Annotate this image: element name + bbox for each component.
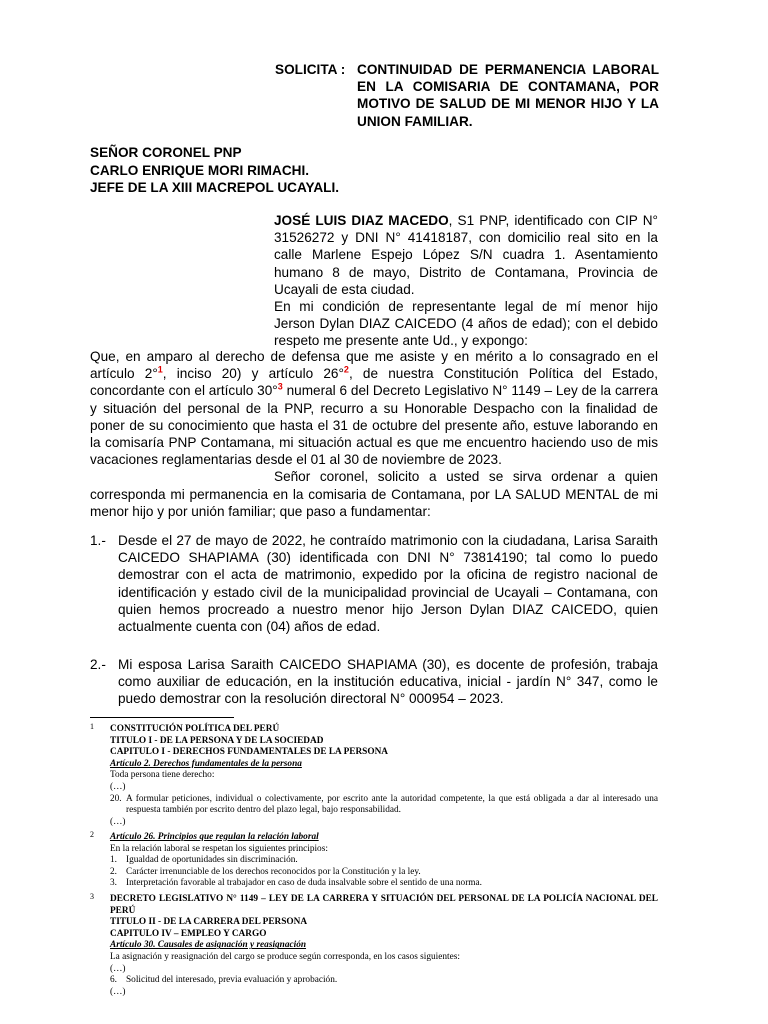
footnote-mark: 1 [90, 722, 94, 731]
body-paragraph-1: Que, en amparo al derecho de defensa que me asiste y en mérito a lo consagrado en el artículo 2°$^1$, inciso 20) y artículo 26°$^2$, de nuestra Constitución Política del Estado, concordante con el artículo 30°$^3$ numeral 6 del Decreto Legislativo N° 1149 – Ley de la carrera y situación del personal de la PNP, recurro a su Honorable Despacho con la finalidad de poner de su conocimiento que hasta el 31 de octubre del presente año, estuve laborando en la comisaría PNP Contamana, mi situación actual es que me encuentro haciendo uso de mis vacaciones reglamentarias desde el 01 al 30 de noviembre de 2023. [90, 349, 659, 468]
footnote-mark: 3 [90, 892, 94, 901]
footnote-ref-1[interactable]: 1 [157, 364, 163, 375]
list-item [90, 656, 658, 708]
intro-paragraph-2: En mi condición de representante legal de mí menor hijo Jerson Dylan DIAZ CAICEDO (4 años de edad); con el debido respeto me presente ante Ud., y expongo: [274, 299, 658, 349]
footnote-2: 2 Artículo 26. Principios que regulan la relación laboral En la relación laboral se respetan los siguientes principios: 1. Igualdad de oportunidades sin discriminación. 2. Carácter irrenunciable de los derechos reconocidos por la Constitución y la ley. 3. Interpretación favorable al trabajador en caso de duda insalvable sobre el sentido de una norma. [90, 832, 658, 890]
footnote-ref-3[interactable]: 3 [277, 381, 283, 392]
body-paragraph-2: Señor coronel, solicito a usted se sirva ordenar a quien corresponda mi permanencia en la comisaria de Contamana, por LA SALUD MENTAL de mi menor hijo y por unión familiar; que paso a fundamentar: [90, 469, 658, 519]
list-item-number: 1.- [90, 533, 106, 548]
solicita-subject: CONTINUIDAD DE PERMANENCIA LABORAL EN LA COMISARIA DE CONTAMANA, POR MOTIVO DE SALUD DE MI MENOR HIJO Y LA UNION FAMILIAR. [357, 62, 659, 129]
footnote-3: 3 DECRETO LEGISLATIVO N° 1149 – LEY DE LA CARRERA Y SITUACIÓN DEL PERSONAL DE LA POLICÍA NACIONAL DEL PERÚ TITULO II - DE LA CARRERA DEL PERSONA CAPITULO IV – EMPLEO Y CARGO Artículo 30. Causales de asignación y reasignación La asignación y reasignación del cargo se produce según corresponda, en los casos siguientes: (…) 6. Solicitud del interesado, previa evaluación y aprobación. (…) [90, 892, 658, 997]
sender-name: JOSÉ LUIS DIAZ MACEDO [274, 213, 449, 228]
list-item-text: Mi esposa Larisa Saraith CAICEDO SHAPIAMA (30), es docente de profesión, trabaja como auxiliar de educación, en la institución educativa, inicial - jardín N° 347, como le puedo demostrar con la resolución directoral N° 000954 – 2023. [118, 657, 658, 707]
addressee-position: JEFE DE LA XIII MACREPOL UCAYALI. [90, 180, 340, 195]
intro-text-1: , S1 PNP, identificado con CIP N° 31526272 y DNI N° 41418187, con domicilio real sito en la calle Marlene Espejo López S/N cuadra 1. Asentamiento humano 8 de mayo, Distrito de Contamana, Provincia de Ucayali de esta ciudad. [274, 213, 658, 297]
body-block [90, 348, 658, 520]
footnote-article-title: Artículo 2. Derechos fundamentales de la persona [110, 758, 302, 769]
list-item [90, 532, 658, 635]
intro-block [274, 212, 658, 350]
footnote-ref-2[interactable]: 2 [343, 364, 349, 375]
addressee-name: CARLO ENRIQUE MORI RIMACHI. [90, 162, 310, 178]
intro-paragraph-1 [274, 212, 658, 298]
list-item-number: 2.- [90, 657, 106, 672]
footnote-article-title: Artículo 26. Principios que regulan la relación laboral [110, 832, 319, 842]
footnote-separator [90, 717, 234, 718]
footnote-1: 1 CONSTITUCIÓN POLÍTICA DEL PERÚ TITULO I - DE LA PERSONA Y DE LA SOCIEDAD CAPITULO I - DERECHOS FUNDAMENTALES DE LA PERSONA Artículo 2. Derechos fundamentales de la persona Toda persona tiene derecho: (…) 20. A formular peticiones, individual o colectivamente, por escrito ante la autoridad competente, la que está obligada a dar al interesado una respuesta también por escrito dentro del plazo legal, bajo responsabilidad. (…) [90, 722, 658, 827]
list-item-text: Desde el 27 de mayo de 2022, he contraído matrimonio con la ciudadana, Larisa Saraith CAICEDO SHAPIAMA (30) identificada con DNI N° 73814190; tal como lo puedo demostrar con el acta de matrimonio, expedido por la oficina de registro nacional de identificación y estado civil de la municipalidad provincial de Ucayali – Contamana, con quien hemos procreado a nuestro menor hijo Jerson Dylan DIAZ CAICEDO, quien actualmente cuenta con (04) años de edad. [118, 533, 658, 635]
footnote-mark: 2 [90, 830, 94, 839]
solicita-label: SOLICITA : [275, 62, 346, 77]
addressee-title: SEÑOR CORONEL PNP [90, 145, 242, 160]
footnote-article-title: Artículo 30. Causales de asignación y reasignación [110, 940, 307, 951]
addressee-block [90, 144, 490, 197]
